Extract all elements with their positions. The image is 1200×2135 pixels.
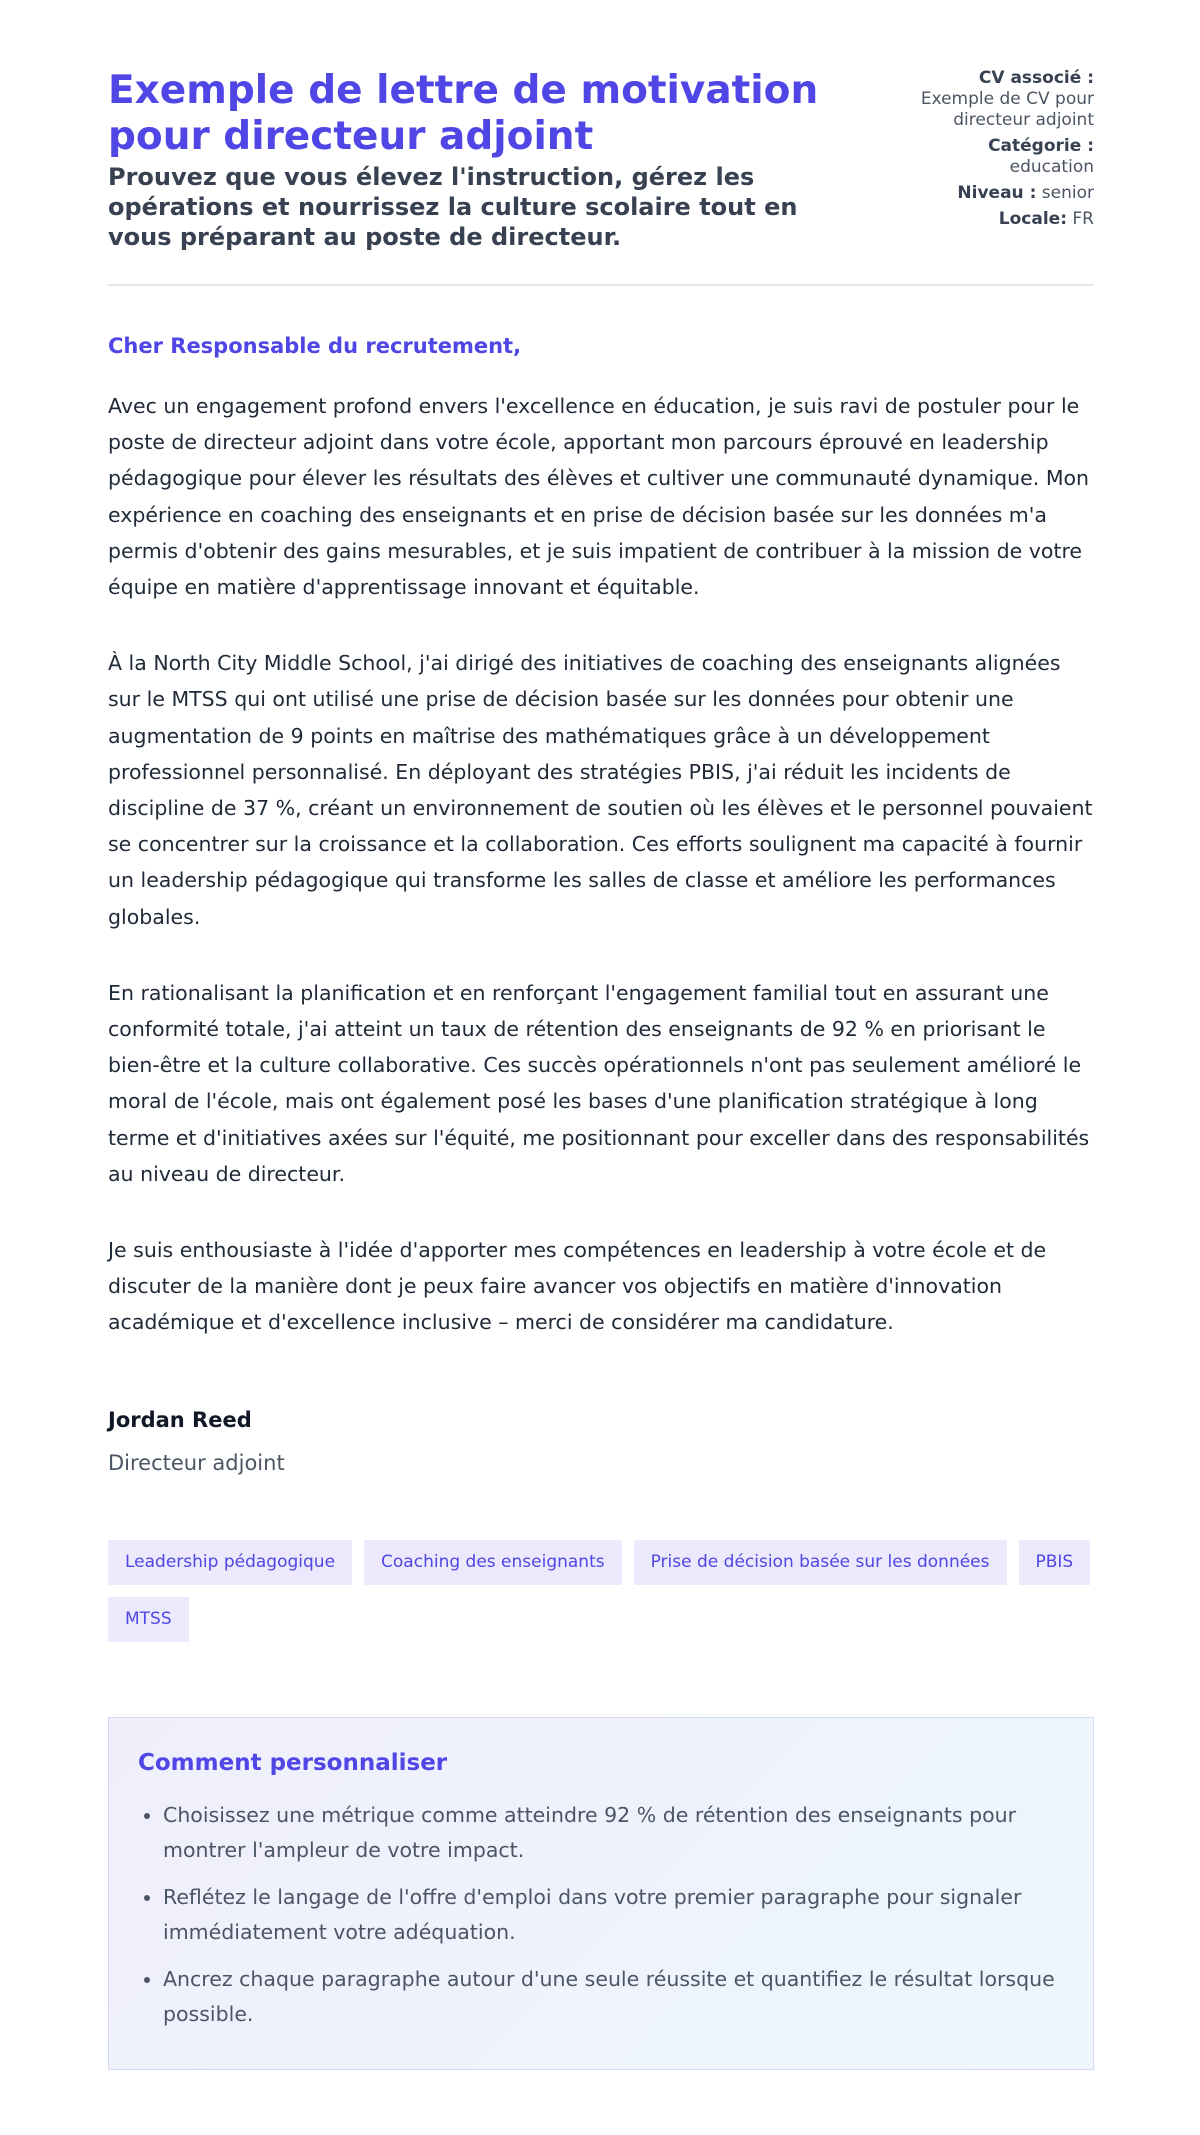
locale-value: FR [1072, 209, 1094, 229]
tips-title: Comment personnaliser [138, 1750, 448, 1776]
tag[interactable]: Prise de décision basée sur les données [634, 1540, 1007, 1585]
signature-name: Jordan Reed [108, 1408, 252, 1432]
level-value: senior [1041, 183, 1094, 203]
tag[interactable]: MTSS [108, 1597, 189, 1642]
paragraph: Avec un engagement profond envers l'excellence en éducation, je suis ravi de postuler pour le poste de directeur adjoint dans votre école, apportant mon parcours éprouvé en leadership pédagogique pour élever les résultats des élèves et cultiver une communauté dynamique. Mon expérience en coaching des enseignants et en prise de décision basée sur les données m'a permis d'obtenir des gains mesurables, et je suis impatient de contribuer à la mission de votre équipe en matière d'apprentissage innovant et équitable. [108, 394, 1090, 600]
tip-item: • Ancrez chaque paragraphe autour d'une seule réussite et quantifiez le résultat lorsque possible. [163, 1962, 1083, 2032]
cover-letter-page [108, 0, 1094, 2026]
page-title: Exemple de lettre de motivation pour directeur adjoint [108, 68, 819, 159]
page-header [108, 68, 1094, 252]
signature-role: Directeur adjoint [108, 1451, 285, 1475]
tips-box [108, 1717, 1094, 2070]
paragraph: En rationalisant la planification et en renforçant l'engagement familial tout en assurant une conformité totale, j'ai atteint un taux de rétention des enseignants de 92 % en priorisant le bien-être et la culture collaborative. Ces succès opérationnels n'ont pas seulement amélioré le moral de l'école, mais ont également posé les bases d'une planification stratégique à long terme et d'initiatives axées sur l'équité, me positionnant pour exceller dans des responsabilités au niveau de directeur. [108, 980, 1090, 1186]
meta-panel [894, 68, 1094, 252]
paragraph: Je suis enthousiaste à l'idée d'apporter mes compétences en leadership à votre école et de discuter de la manière dont je peux faire avancer vos objectifs en matière d'innovation académique et d'excellence inclusive – merci de considérer ma candidature. [108, 1238, 1047, 1335]
divider [108, 284, 1094, 286]
tip-item: • Choisissez une métrique comme atteindre 92 % de rétention des enseignants pour montrer l'ampleur de votre impact. [163, 1798, 1083, 1868]
category-value: education [1009, 157, 1094, 177]
tag[interactable]: Coaching des enseignants [364, 1540, 622, 1585]
tips-list [138, 1798, 1083, 2044]
tag-list [108, 1540, 1108, 1642]
page-subtitle: Prouvez que vous élevez l'instruction, gérez les opérations et nourrissez la culture scolaire tout en vous préparant au poste de directeur. [108, 163, 798, 251]
level-label: Niveau : [957, 183, 1037, 203]
category-label: Catégorie : [988, 136, 1094, 156]
title-block [108, 68, 868, 252]
greeting: Cher Responsable du recrutement, [108, 334, 522, 358]
locale-label: Locale: [998, 209, 1067, 229]
cv-label: CV associé : [978, 68, 1094, 88]
tag[interactable]: Leadership pédagogique [108, 1540, 352, 1585]
tag[interactable]: PBIS [1019, 1540, 1091, 1585]
letter-body [108, 388, 1094, 1381]
tip-item: • Reflétez le langage de l'offre d'emploi dans votre premier paragraphe pour signaler immédiatement votre adéquation. [163, 1880, 1083, 1950]
paragraph: À la North City Middle School, j'ai dirigé des initiatives de coaching des enseignants alignées sur le MTSS qui ont utilisé une prise de décision basée sur les données pour obtenir une augmentation de 9 points en maîtrise des mathématiques grâce à un développement professionnel personnalisé. En déployant des stratégies PBIS, j'ai réduit les incidents de discipline de 37 %, créant un environnement de soutien où les élèves et le personnel pouvaient se concentrer sur la croissance et la collaboration. Ces efforts soulignent ma capacité à fournir un leadership pédagogique qui transforme les salles de classe et améliore les performances globales. [108, 651, 1093, 929]
cv-link[interactable]: Exemple de CV pour directeur adjoint [920, 89, 1094, 130]
